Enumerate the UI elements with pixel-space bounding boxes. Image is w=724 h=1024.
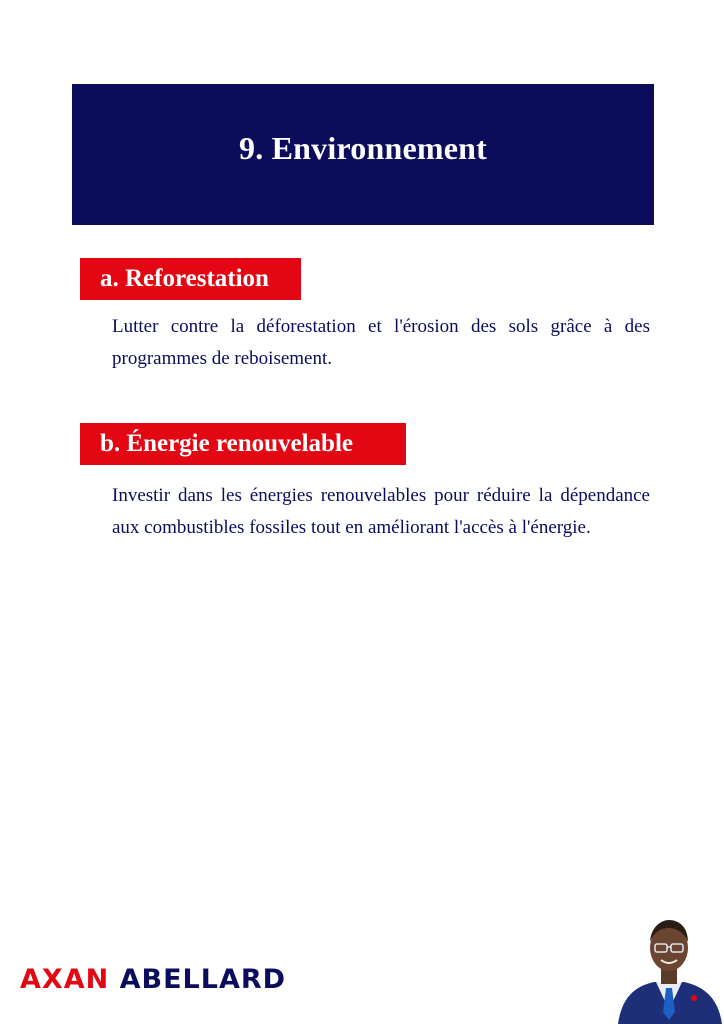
section-body-energie: Investir dans les énergies renouvelables pour réduire la dépendance aux combustibles fossiles tout en améliorant l'accès à l'énergie.	[112, 485, 650, 538]
brand-first-name: AXAN	[20, 964, 110, 995]
candidate-portrait	[614, 912, 724, 1024]
section-body-reforestation: Lutter contre la déforestation et l'érosion des sols grâce à des programmes de reboisement.	[112, 316, 650, 369]
brand-name	[20, 964, 286, 995]
portrait-pin	[691, 995, 697, 1001]
page-title: 9. Environnement	[239, 130, 487, 166]
section-label-reforestation	[80, 258, 301, 300]
section-heading: a. Reforestation	[100, 265, 269, 292]
title-banner	[72, 84, 654, 225]
brand-last-name: ABELLARD	[119, 964, 287, 995]
section-label-energie	[80, 423, 406, 465]
section-heading: b. Énergie renouvelable	[100, 430, 354, 457]
